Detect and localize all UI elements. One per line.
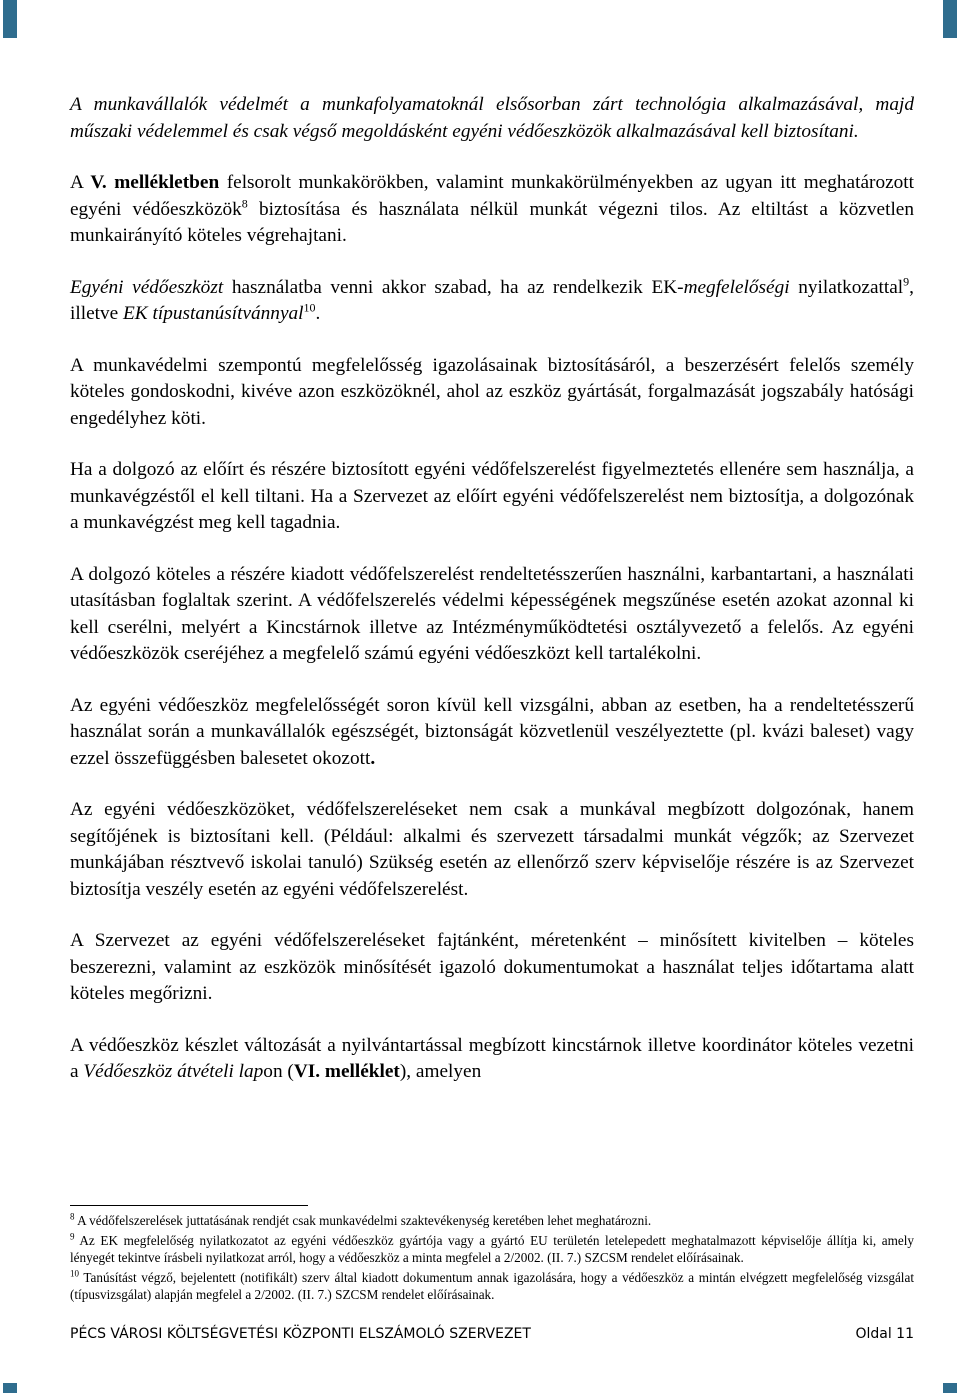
footnote-9: $^9$ Az EK megfelelőség nyilatkozatot az egyéni védőeszköz gyártója vagy a gyártó EU területén letelepedett meghatalmazott képviselője állítja ki, amely lényegét tekintve írásbeli nyilatkozat arról, hogy a védőeszköz a minta megfelel a 2/2002. (II. 7.) SZCSM rendelet előírásainak. (70, 1231, 914, 1265)
paragraph-5: Ha a dolgozó az előírt és részére biztosított egyéni védőfelszerelést figyelmeztetés ellenére sem használja, a munkavégzéstől el kell tiltani. Ha a Szervezet az előírt egyéni védőfelszerelést nem biztosítja, a dolgozónak a munkavégzést meg kell tagadnia. (70, 459, 914, 533)
corner-mark-bottom-left (3, 1383, 17, 1393)
paragraph-10: A védőeszköz készlet változását a nyilvántartással megbízott kincstárnok illetve koordinátor köteles vezetni a Védőeszköz átvételi lapon (VI. melléklet), amelyen (70, 1034, 914, 1082)
paragraph-2: A V. mellékletben felsorolt munkakörökben, valamint munkakörülményekben az ugyan itt meghatározott egyéni védőeszközök$^8$ biztosítása és használata nélkül munkát végezni tilos. Az eltiltást a közvetlen munkairányító köteles végrehajtani. (70, 172, 914, 246)
footnote-separator (70, 1205, 308, 1206)
corner-mark-bottom-right (943, 1383, 957, 1393)
footnote-8: $^8$ A védőfelszerelések juttatásának rendjét csak munkavédelmi szaktevékenység keretében lehet meghatározni. (70, 1211, 652, 1228)
paragraph-7: Az egyéni védőeszköz megfelelősségét soron kívül kell vizsgálni, abban az esetben, ha a rendeltetésszerű használat során a munkavállalók egészségét, biztonságát közvetlenül veszélyeztette (pl. kvázi baleset) vagy ezzel összefüggésben balesetet okozott. (70, 694, 914, 769)
paragraph-9: A Szervezet az egyéni védőfelszereléseket fajtánként, méretenként – minősített kivitelben – köteles beszerezni, valamint az eszközök minősítését igazoló dokumentumokat a használat teljes időtartama alatt köteles megőrizni. (70, 930, 914, 1004)
footer-organization: PÉCS VÁROSI KÖLTSÉGVETÉSI KÖZPONTI ELSZÁMOLÓ SZERVEZET (70, 1326, 531, 1342)
document-body (70, 92, 914, 1111)
corner-mark-top-left (3, 0, 17, 38)
footnotes (70, 1212, 914, 1306)
footnote-10: $^{10}$ Tanúsítást végző, bejelentett (notifikált) szerv által kiadott dokumentum annak igazolására, hogy a védőeszköz a mintán elvégzett megfelelőség vizsgálat (típusvizsgálat) alapján megfelel a 2/2002. (II. 7.) SZCSM rendelet előírásainak. (70, 1268, 914, 1302)
footnote-ref-8[interactable]: 8 (241, 196, 248, 211)
footnote-ref-9[interactable]: 9 (903, 274, 910, 289)
footnote-ref-10[interactable]: 10 (303, 300, 316, 315)
page-number: Oldal 11 (855, 1326, 914, 1342)
paragraph-3: Egyéni védőeszközt használatba venni akkor szabad, ha az rendelkezik EK-megfelelőségi nyilatkozattal$^9$, illetve EK típustanúsítvánnyal$^{10}$. (70, 274, 914, 324)
page-footer (70, 1325, 914, 1343)
paragraph-6: A dolgozó köteles a részére kiadott védőfelszerelést rendeltetésszerűen használni, karbantartani, a használati utasításban foglaltak szerint. A védőfelszerelés védelmi képességének megszűnése esetén azokat azonnal ki kell cserélni, melyért a Kincstárnok illetve az Intézményműködtetési osztályvezető a felelős. Az egyéni védőeszközök cseréjéhez a megfelelő számú egyéni védőeszközt kell tartalékolni. (70, 563, 914, 664)
paragraph-8: Az egyéni védőeszközöket, védőfelszereléseket nem csak a munkával megbízott dolgozónak, hanem segítőjének is biztosítani kell. (Például: alkalmi és szervezett társadalmi munkát végzők; az Szervezet munkájában résztvevő iskolai tanuló) Szükség esetén az ellenőrző szerv képviselője részére is az Szervezet biztosítja veszély esetén az egyéni védőfelszerelést. (70, 799, 914, 900)
corner-mark-top-right (943, 0, 957, 38)
paragraph-1: A munkavállalók védelmét a munkafolyamatoknál elsősorban zárt technológia alkalmazásával, majd műszaki védelemmel és csak végső megoldásként egyéni védőeszközök alkalmazásával kell biztosítani. (70, 94, 914, 142)
paragraph-4: A munkavédelmi szempontú megfelelősség igazolásainak biztosításáról, a beszerzésért felelős személy köteles gondoskodni, kivéve azon eszközöknél, ahol az eszköz gyártását, forgalmazását jogszabály hatósági engedélyhez köti. (70, 354, 914, 429)
